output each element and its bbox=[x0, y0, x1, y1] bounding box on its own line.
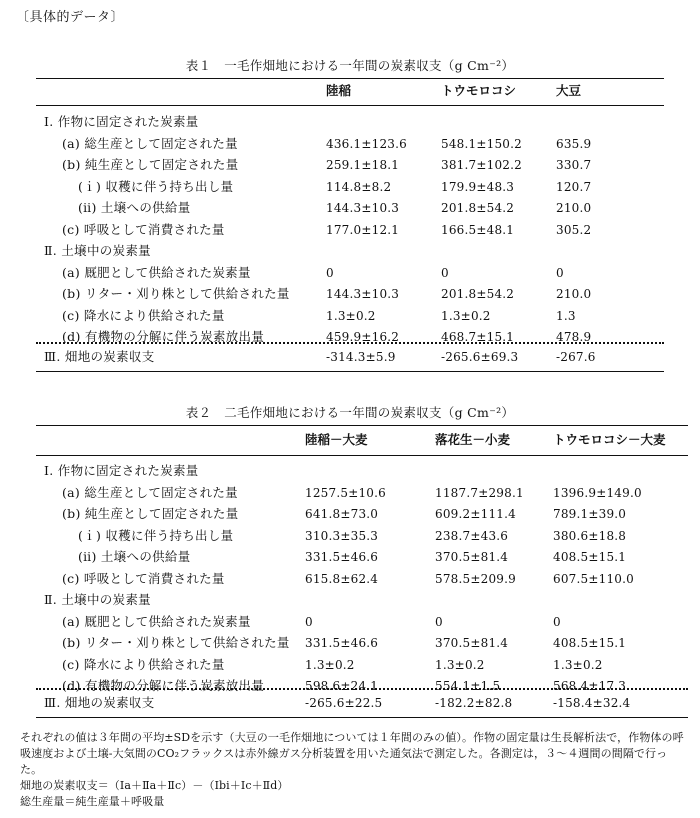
table2-cell: 370.5±81.4 bbox=[435, 550, 509, 564]
table2-row-label: (b) リター・刈り株として供給された量 bbox=[62, 635, 290, 650]
table1-row bbox=[0, 111, 700, 133]
table1-cell: 0 bbox=[441, 265, 449, 280]
table2-cell: 641.8±73.0 bbox=[305, 507, 379, 521]
table2-total-rule bbox=[36, 688, 688, 690]
table2-cell: 598.6±24.1 bbox=[305, 679, 379, 693]
table1-row-label: (a) 総生産として固定された量 bbox=[62, 135, 238, 151]
table2-row-label: (ｉ) 収穫に伴う持ち出し量 bbox=[78, 527, 234, 543]
table2-row bbox=[0, 568, 700, 590]
table1-cell: 0 bbox=[326, 265, 334, 280]
table1-top-rule bbox=[36, 78, 664, 79]
table2-row-label: (b) 純生産として固定された量 bbox=[62, 506, 239, 521]
table2-cell: 607.5±110.0 bbox=[553, 571, 634, 586]
table1-row bbox=[0, 154, 700, 176]
table2-row bbox=[0, 589, 700, 611]
table2-row-label: (a) 厩肥として供給された炭素量 bbox=[62, 613, 251, 629]
table1-total-value: -267.6 bbox=[556, 350, 596, 364]
table1-col-header: トウモロコシ bbox=[441, 83, 517, 98]
table2-cell: 609.2±111.4 bbox=[435, 507, 516, 521]
table2-row-label: Ⅰ. 作物に固定された炭素量 bbox=[44, 463, 199, 478]
table1-cell: 305.2 bbox=[556, 222, 592, 237]
table1-cell: 179.9±48.3 bbox=[441, 179, 515, 194]
table2-bottom-rule bbox=[36, 717, 688, 718]
table2-cell: 578.5±209.9 bbox=[435, 571, 516, 586]
table1-row-label: (ⅱ) 土壌への供給量 bbox=[78, 200, 191, 215]
table2-row bbox=[0, 611, 700, 633]
table2-row-label: (c) 降水により供給された量 bbox=[62, 656, 225, 672]
table2-row-label: (ⅱ) 土壌への供給量 bbox=[78, 549, 191, 564]
table1-row-label: Ⅰ. 作物に固定された炭素量 bbox=[44, 114, 199, 129]
footnote-balance-formula: 畑地の炭素収支＝（Ⅰa＋Ⅱa＋Ⅱc）－（Ⅰbi＋Ⅰc＋Ⅱd） bbox=[20, 779, 289, 792]
table2-cell: 615.8±62.4 bbox=[305, 571, 379, 586]
table2-row bbox=[0, 525, 700, 547]
table1-bottom-rule bbox=[36, 371, 664, 372]
table1-cell: 259.1±18.1 bbox=[326, 158, 400, 172]
table1-cell: 114.8±8.2 bbox=[326, 179, 392, 194]
table2-cell: 0 bbox=[553, 614, 561, 629]
table2-cell: 380.6±18.8 bbox=[553, 528, 627, 543]
table2-cell: 0 bbox=[435, 614, 443, 629]
table1-row bbox=[0, 262, 700, 284]
table1-cell: 478.9 bbox=[556, 330, 592, 344]
table1-cell: 1.3±0.2 bbox=[326, 308, 376, 323]
table2-total-label: Ⅲ. 畑地の炭素収支 bbox=[44, 695, 155, 710]
table2-cell: 310.3±35.3 bbox=[305, 528, 379, 543]
table1-row-label: (b) リター・刈り株として供給された量 bbox=[62, 286, 290, 301]
table2-cell: 1.3±0.2 bbox=[305, 657, 355, 672]
table2-top-rule bbox=[36, 425, 688, 426]
table1-cell: 144.3±10.3 bbox=[326, 201, 400, 215]
table2-cell: 554.1±1.5 bbox=[435, 679, 501, 693]
table2-row-label: (a) 総生産として固定された量 bbox=[62, 484, 238, 500]
table2-cell: 331.5±46.6 bbox=[305, 636, 379, 650]
table2-cell: 331.5±46.6 bbox=[305, 550, 379, 564]
table2-title: 表２ 二毛作畑地における一年間の炭素収支（g Cm⁻²） bbox=[185, 405, 515, 420]
table1-title: 表１ 一毛作畑地における一年間の炭素収支（g Cm⁻²） bbox=[185, 58, 515, 73]
table2-row bbox=[0, 460, 700, 482]
table1-row bbox=[0, 240, 700, 262]
table1-row bbox=[0, 305, 700, 327]
table2-cell: 0 bbox=[305, 614, 313, 629]
table2-cell: 1257.5±10.6 bbox=[305, 485, 386, 500]
table2-header-row bbox=[0, 429, 700, 451]
table2-total-value: -265.6±22.5 bbox=[305, 696, 383, 710]
table1-col-header: 大豆 bbox=[556, 83, 582, 98]
table2-header-rule bbox=[36, 455, 688, 456]
table2-total-value: -158.4±32.4 bbox=[553, 696, 631, 710]
table2-row bbox=[0, 503, 700, 525]
table1-total-rule bbox=[36, 342, 664, 344]
table1-cell: 459.9±16.2 bbox=[326, 330, 400, 344]
table1-row-label: Ⅱ. 土壌中の炭素量 bbox=[44, 243, 151, 258]
table1-cell: 330.7 bbox=[556, 158, 592, 172]
table1-row-label: (a) 厩肥として供給された炭素量 bbox=[62, 264, 251, 280]
table2-row bbox=[0, 546, 700, 568]
table2-cell: 408.5±15.1 bbox=[553, 636, 627, 650]
table1-header-row bbox=[0, 80, 700, 102]
table2-col-header: トウモロコシ－大麦 bbox=[553, 432, 666, 447]
table1-cell: 177.0±12.1 bbox=[326, 222, 400, 237]
footnotes bbox=[20, 730, 685, 810]
table1-row-label: (ｉ) 収穫に伴う持ち出し量 bbox=[78, 178, 234, 194]
section-heading: 〔具体的データ〕 bbox=[16, 10, 125, 25]
table1-row bbox=[0, 326, 700, 348]
table2-row bbox=[0, 482, 700, 504]
table2-cell: 1187.7±298.1 bbox=[435, 485, 524, 500]
table1-cell: 468.7±15.1 bbox=[441, 330, 515, 344]
table2-row-label: (d) 有機物の分解に伴う炭素放出量 bbox=[62, 678, 265, 693]
table2-cell: 789.1±39.0 bbox=[553, 507, 627, 521]
table2-cell: 408.5±15.1 bbox=[553, 550, 627, 564]
table1-row-label: (d) 有機物の分解に伴う炭素放出量 bbox=[62, 329, 265, 344]
table1-col-header: 陸稲 bbox=[326, 83, 352, 98]
table1-row bbox=[0, 176, 700, 198]
table2-row-label: (c) 呼吸として消費された量 bbox=[62, 570, 225, 586]
table1-row bbox=[0, 283, 700, 305]
table1-row bbox=[0, 133, 700, 155]
table2-col-header: 落花生－小麦 bbox=[435, 432, 511, 447]
table1-row bbox=[0, 219, 700, 241]
table2-col-header: 陸稲－大麦 bbox=[305, 432, 368, 447]
table1-cell: 210.0 bbox=[556, 287, 592, 301]
footnote-method: それぞれの値は３年間の平均±SDを示す（大豆の一毛作畑地については１年間のみの値）。作物の固定量は生長解析法で，作物体の呼吸速度および土壌-大気間のCO₂フラックスは赤外線ガス分析装置を用いた通気法で測定した。各測定は，３～４週間の間隔で行った。 bbox=[20, 731, 684, 776]
table1-cell: 201.8±54.2 bbox=[441, 201, 515, 215]
table1-cell: 548.1±150.2 bbox=[441, 136, 522, 151]
table1-cell: 210.0 bbox=[556, 201, 592, 215]
table2-cell: 370.5±81.4 bbox=[435, 636, 509, 650]
table2-cell: 1.3±0.2 bbox=[553, 657, 603, 672]
table2-cell: 1.3±0.2 bbox=[435, 657, 485, 672]
table1-row bbox=[0, 197, 700, 219]
table2-row-label: Ⅱ. 土壌中の炭素量 bbox=[44, 592, 151, 607]
table1-cell: 1.3±0.2 bbox=[441, 308, 491, 323]
table1-cell: 166.5±48.1 bbox=[441, 222, 515, 237]
footnote-gross-production-formula: 総生産量＝純生産量＋呼吸量 bbox=[20, 795, 165, 808]
table1-cell: 120.7 bbox=[556, 179, 592, 194]
table1-cell: 635.9 bbox=[556, 136, 592, 151]
table1-header-rule bbox=[36, 105, 664, 106]
table1-total-value: -265.6±69.3 bbox=[441, 350, 519, 364]
table1-cell: 201.8±54.2 bbox=[441, 287, 515, 301]
table1-row-label: (c) 降水により供給された量 bbox=[62, 307, 225, 323]
table1-total-label: Ⅲ. 畑地の炭素収支 bbox=[44, 349, 155, 364]
table2-row bbox=[0, 632, 700, 654]
table2-cell: 568.4±17.3 bbox=[553, 679, 627, 693]
table1-cell: 1.3 bbox=[556, 308, 576, 323]
table1-cell: 0 bbox=[556, 265, 564, 280]
table2-cell: 1396.9±149.0 bbox=[553, 485, 642, 500]
table1-total-value: -314.3±5.9 bbox=[326, 350, 396, 364]
table2-total-row bbox=[0, 692, 700, 714]
table1-cell: 144.3±10.3 bbox=[326, 287, 400, 301]
table1-cell: 381.7±102.2 bbox=[441, 158, 522, 172]
table2-row bbox=[0, 654, 700, 676]
table1-row-label: (b) 純生産として固定された量 bbox=[62, 157, 239, 172]
table1-cell: 436.1±123.6 bbox=[326, 136, 407, 151]
table1-total-row bbox=[0, 346, 700, 368]
table2-cell: 238.7±43.6 bbox=[435, 528, 509, 543]
table2-total-value: -182.2±82.8 bbox=[435, 696, 513, 710]
table1-row-label: (c) 呼吸として消費された量 bbox=[62, 221, 225, 237]
